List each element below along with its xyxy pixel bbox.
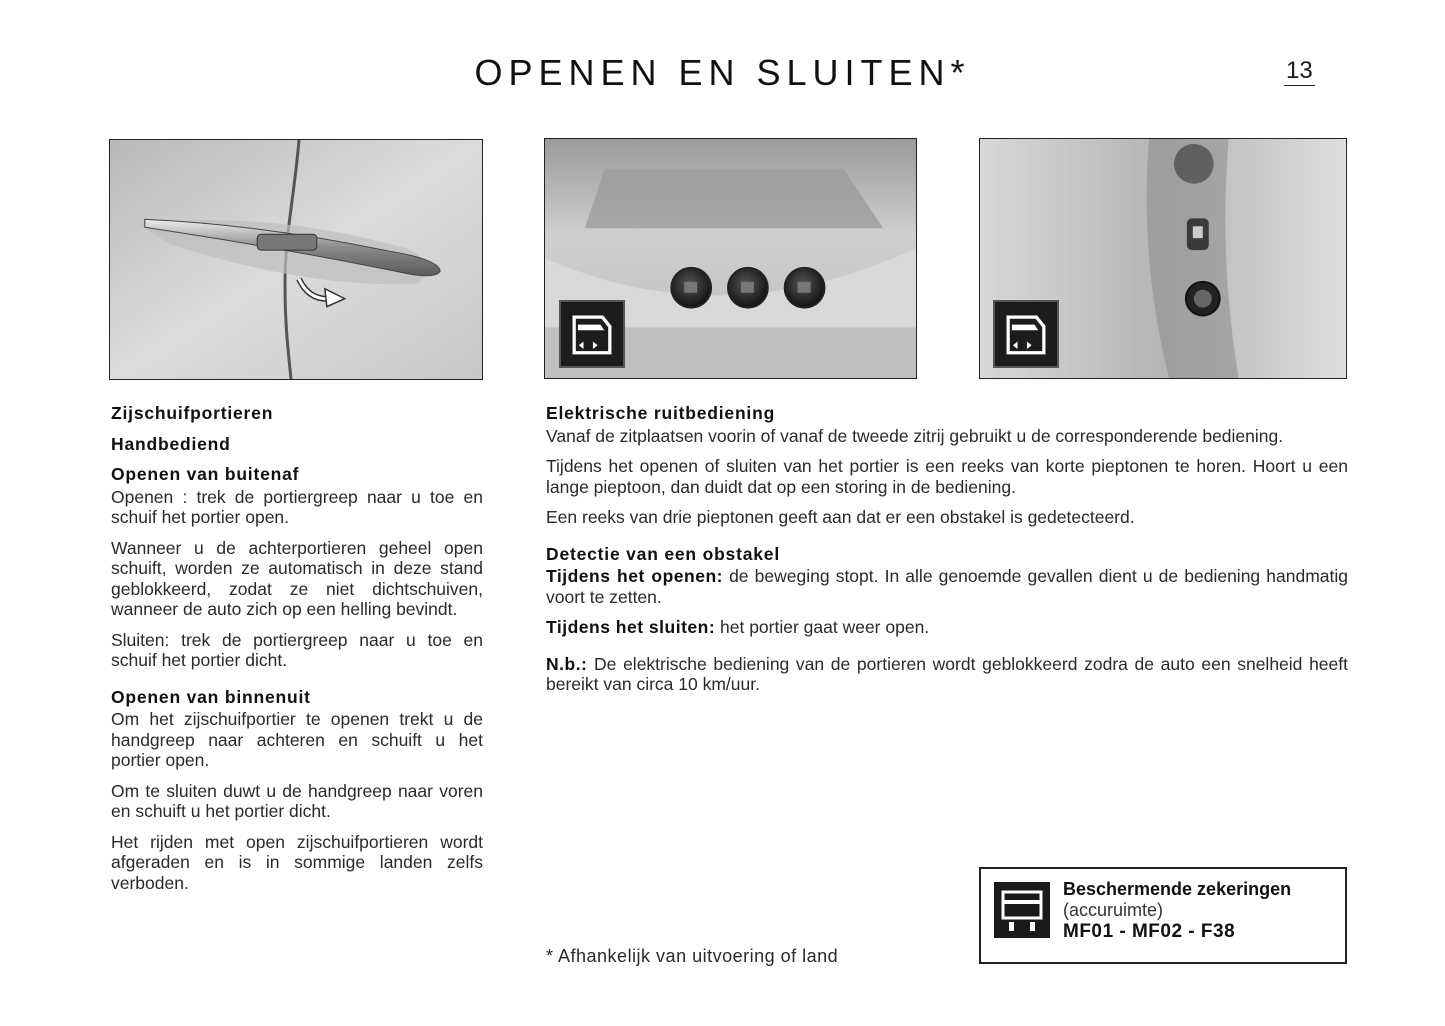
door-handle-photo xyxy=(109,139,483,380)
door-window-icon xyxy=(559,300,625,368)
fuse-text xyxy=(1063,879,1291,942)
heading-electric-windows: Elektrische ruitbediening xyxy=(546,403,776,423)
heading-sliding-doors: Zijschuifportieren xyxy=(111,403,274,423)
heading-manual: Handbediend xyxy=(111,433,231,454)
heading-open-inside: Openen van binnenuit xyxy=(111,686,311,707)
text-during-opening: de beweging stopt. In alle genoemde gevallen dient u de bediening handmatig voort te zetten. xyxy=(546,566,1348,607)
fuse-codes: MF01 - MF02 - F38 xyxy=(1063,921,1236,942)
paragraph-during-opening xyxy=(546,566,1348,607)
paragraph-inside-open: Om het zijschuifportier te openen trekt u de handgreep naar achteren en schuift u het portier open. xyxy=(111,709,483,770)
door-window-icon xyxy=(993,300,1059,368)
paragraph-during-closing xyxy=(546,617,1348,638)
paragraph-open: Openen : trek de portiergreep naar u toe en schuif het portier open. xyxy=(111,486,483,527)
label-during-closing: Tijdens het sluiten: xyxy=(546,617,716,637)
fuse-title: Beschermende zekeringen xyxy=(1063,879,1292,899)
paragraph-lock-position: Wanneer u de achterportieren geheel open schuift, worden ze automatisch in deze stand geblokkeerd, zodat ze niet dichtschuiven, wanneer de auto zich op een helling bevindt. xyxy=(111,537,483,619)
fuse-location: (accuruimte) xyxy=(1063,900,1164,920)
paragraph-close: Sluiten: trek de portiergreep naar u toe en schuif het portier dicht. xyxy=(111,629,483,670)
paragraph-controls: Vanaf de zitplaatsen voorin of vanaf de tweede zitrij gebruikt u de corresponderende bediening. xyxy=(546,425,1284,446)
heading-open-outside: Openen van buitenaf xyxy=(111,464,300,484)
door-switch-photo xyxy=(979,138,1347,379)
paragraph-note xyxy=(546,654,1348,695)
paragraph-warning: Het rijden met open zijschuifportieren wordt afgeraden en is in sommige landen zelfs verboden. xyxy=(111,831,483,893)
label-note: N.b.: xyxy=(546,653,588,674)
footnote: * Afhankelijk van uitvoering of land xyxy=(546,946,839,966)
paragraph-beeps: Tijdens het openen of sluiten van het portier is een reeks van korte pieptonen te horen. Hoort u een lange pieptoon, dan duidt dat op een storing in de bediening. xyxy=(546,456,1348,497)
right-column xyxy=(546,403,1348,705)
text-during-closing: het portier gaat weer open. xyxy=(715,617,930,637)
fuse-info-box xyxy=(979,867,1347,964)
page-title: OPENEN EN SLUITEN* xyxy=(474,52,971,93)
label-during-opening: Tijdens het openen: xyxy=(546,566,723,586)
page-number: 13 xyxy=(1286,57,1313,84)
left-column xyxy=(111,403,483,903)
heading-obstacle-detection: Detectie van een obstakel xyxy=(546,543,780,564)
paragraph-inside-close: Om te sluiten duwt u de handgreep naar voren en schuift u het portier dicht. xyxy=(111,780,483,821)
text-note: De elektrische bediening van de portieren wordt geblokkeerd zodra de auto een snelheid heeft bereikt van circa 10 km/uur. xyxy=(546,653,1348,694)
fuse-icon xyxy=(994,882,1050,938)
paragraph-obstacle-beeps: Een reeks van drie pieptonen geeft aan dat er een obstakel is gedetecteerd. xyxy=(546,507,1135,527)
window-switches-photo xyxy=(544,138,917,379)
